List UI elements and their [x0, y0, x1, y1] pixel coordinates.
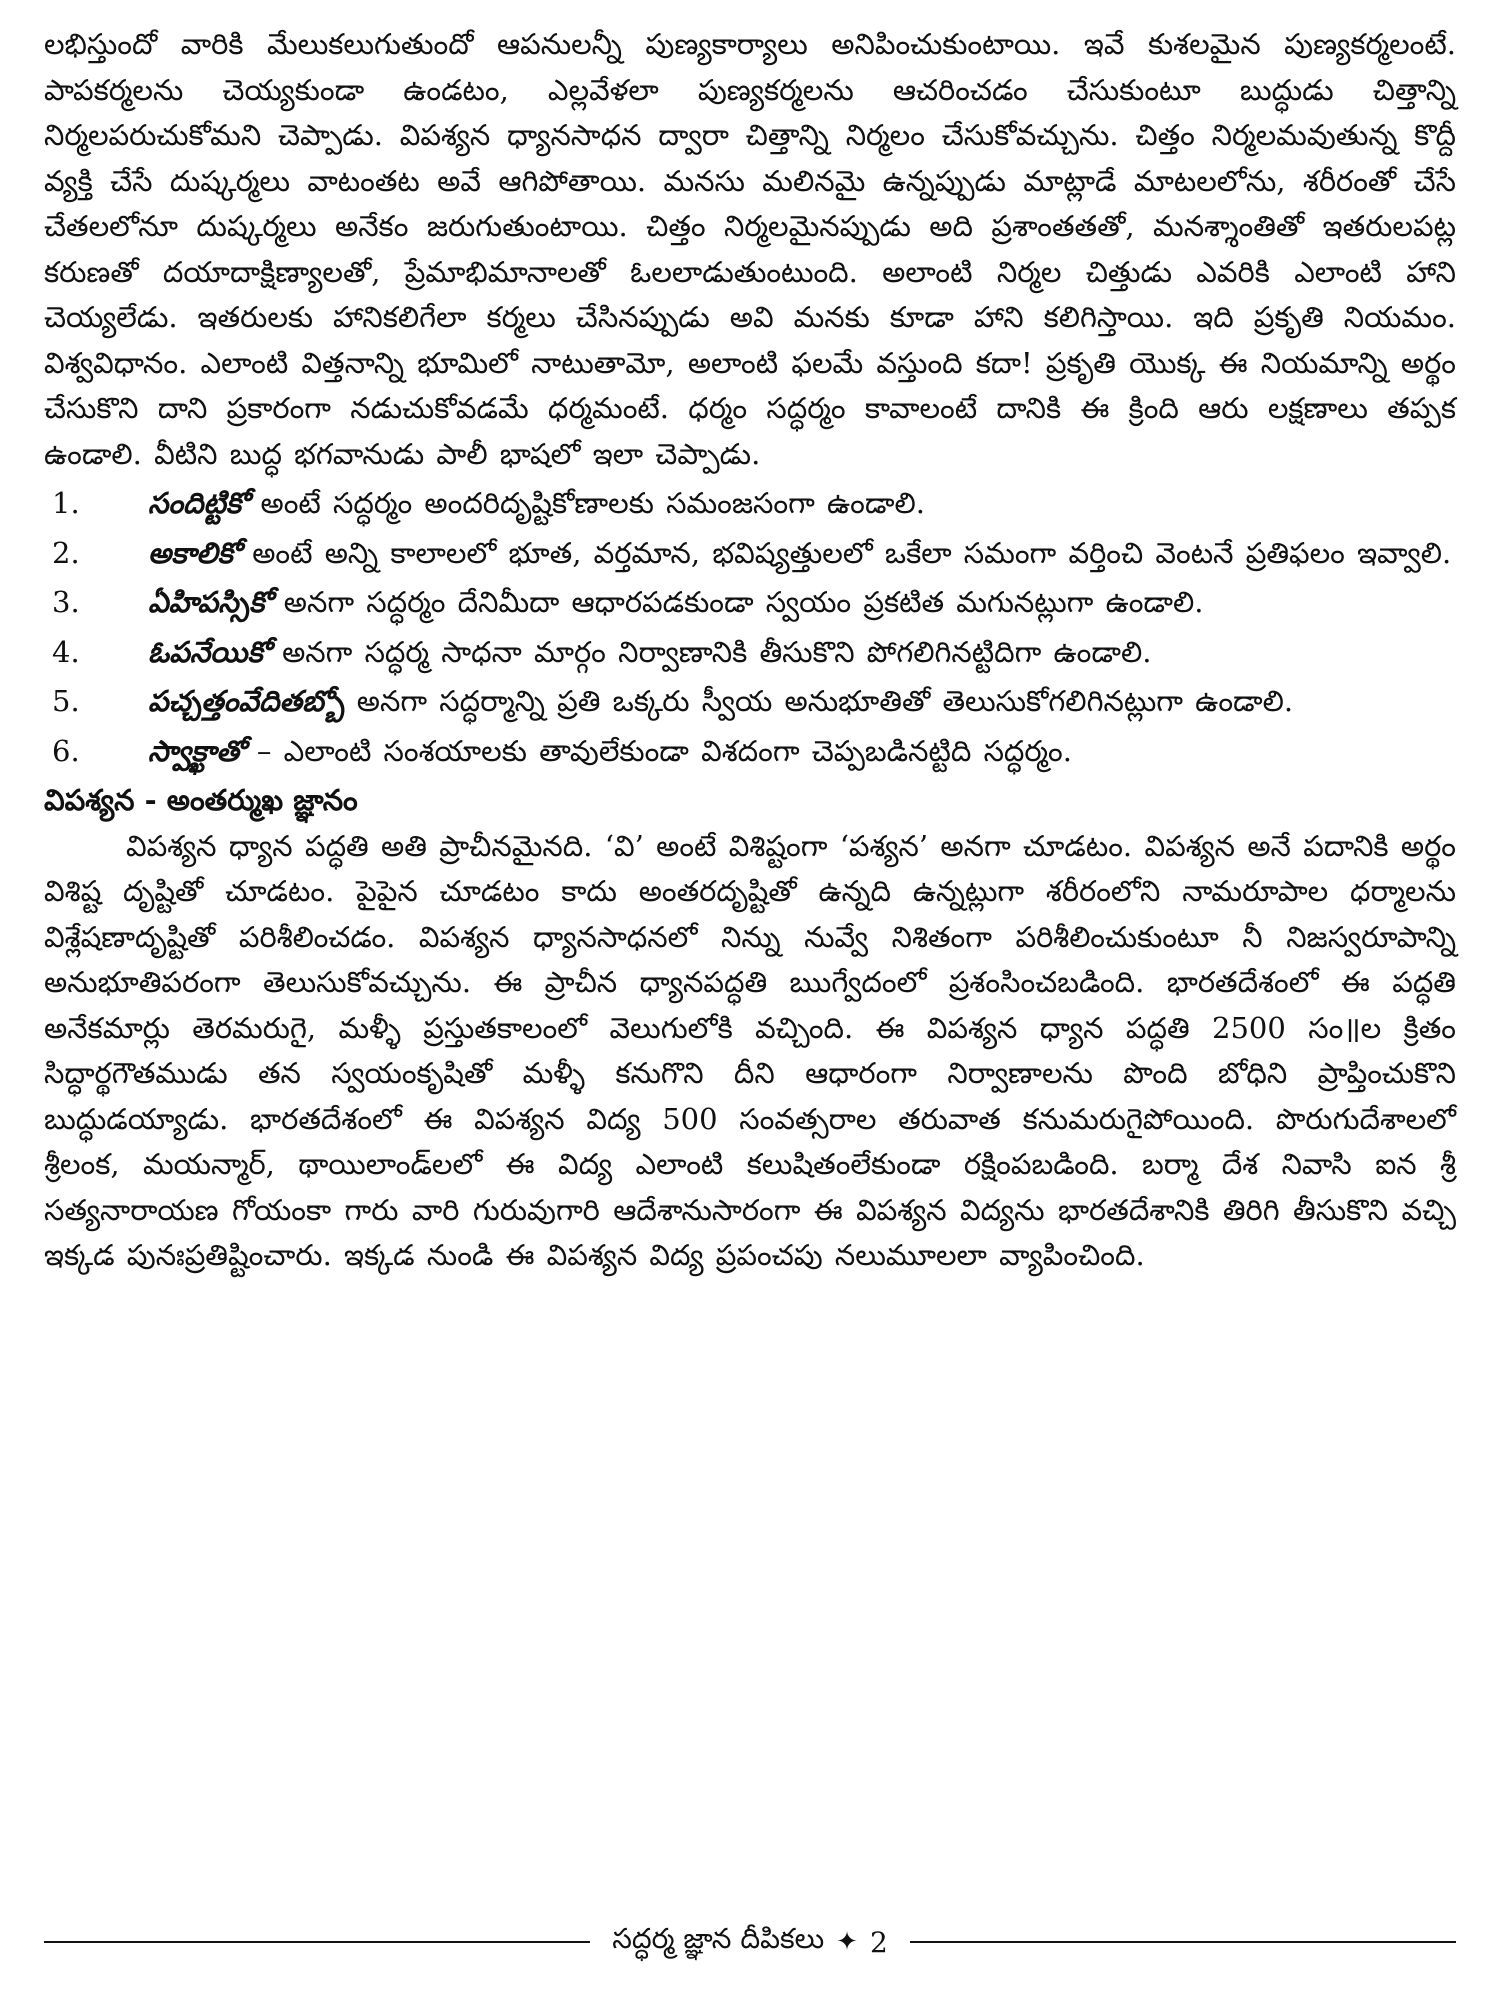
footer-rule-left [44, 1941, 590, 1943]
list-item [44, 531, 1456, 577]
list-text [148, 679, 1456, 725]
footer-rule-right [910, 1941, 1456, 1943]
list-number: 1. [52, 486, 80, 520]
intro-paragraph: లభిస్తుందో వారికి మేలుకలుగుతుందో ఆపనులన్నీ పుణ్యకార్యాలు అనిపించుకుంటాయి. ఇవే కుశలమైన పుణ్యకర్మలంటే. పాపకర్మలను చెయ్యకుండా ఉండటం, ఎల్లవేళలా పుణ్యకర్మలను ఆచరించడం చేసుకుంటూ బుద్ధుడు చిత్తాన్ని నిర్మలపరుచుకోమని చెప్పాడు. విపశ్యన ధ్యానసాధన ద్వారా చిత్తాన్ని నిర్మలం చేసుకోవచ్చును. చిత్తం నిర్మలమవుతున్న కొద్దీ వ్యక్తి చేసే దుష్కర్మలు వాటంతట అవే ఆగిపోతాయి. మనసు మలినమై ఉన్నప్పుడు మాట్లాడే మాటలలోను, శరీరంతో చేసే చేతలలోనూ దుష్కర్మలు అనేకం జరుగుతుంటాయి. చిత్తం నిర్మలమైనప్పుడు అది ప్రశాంతతతో, మనశ్శాంతితో ఇతరులపట్ల కరుణతో దయాదాక్షిణ్యాలతో, ప్రేమాభిమానాలతో ఓలలాడుతుంటుంది. అలాంటి నిర్మల చిత్తుడు ఎవరికి ఎలాంటి హాని చెయ్యలేడు. ఇతరులకు హానికలిగేలా కర్మలు చేసినప్పుడు అవి మనకు కూడా హాని కలిగిస్తాయి. ఇది ప్రకృతి నియమం. విశ్వవిధానం. ఎలాంటి విత్తనాన్ని భూమిలో నాటుతామో, అలాంటి ఫలమే వస్తుంది కదా! ప్రకృతి యొక్క ఈ నియమాన్ని అర్థం చేసుకొని దాని ప్రకారంగా నడుచుకోవడమే ధర్మమంటే. ధర్మం సద్ధర్మం కావాలంటే దానికి ఈ క్రింది ఆరు లక్షణాలు తప్పక ఉండాలి. వీటిని బుద్ధ భగవానుడు పాలీ భాషలో ఇలా చెప్పాడు. [44, 27, 1456, 471]
term-explanation: – ఎలాంటి సంశయాలకు తావులేకుండా విశదంగా చెప్పబడినట్టిది సద్ధర్మం. [244, 733, 1072, 768]
pali-term: స్వాక్ఖాతో [148, 733, 245, 768]
term-explanation: అంటే సద్ధర్మం అందరిదృష్టికోణాలకు సమంజసంగా ఉండాలి. [248, 486, 925, 520]
list-item [44, 630, 1456, 676]
page-number: 2 [869, 1925, 888, 1959]
list-number: 6. [52, 733, 80, 768]
term-explanation: అనగా సద్ధర్మాన్ని ప్రతి ఒక్కరు స్వీయ అనుభూతితో తెలుసుకోగలిగినట్లుగా ఉండాలి. [344, 684, 1294, 718]
list-number: 4. [52, 634, 80, 669]
page-footer [44, 1920, 1456, 1964]
list-item [44, 729, 1456, 775]
list-item [44, 679, 1456, 725]
list-text [148, 729, 1456, 775]
list-item [44, 481, 1456, 527]
pali-term: ఏహిపస్సికో [148, 585, 272, 619]
list-text [148, 580, 1456, 626]
pali-term: ఓపనేయికో [148, 634, 270, 669]
section-paragraph: విపశ్యన ధ్యాన పద్ధతి అతి ప్రాచీనమైనది. ‘వి’ అంటే విశిష్టంగా ‘పశ్యన’ అనగా చూడటం. విపశ్యన అనే పదానికి అర్థం విశిష్ట దృష్టితో చూడటం. పైపైన చూడటం కాదు అంతరదృష్టితో ఉన్నది ఉన్నట్లుగా శరీరంలోని నామరూపాల ధర్మాలను విశ్లేషణాదృష్టితో పరిశీలించడం. విపశ్యన ధ్యానసాధనలో నిన్ను నువ్వే నిశితంగా పరిశీలించుకుంటూ నీ నిజస్వరూపాన్ని అనుభూతిపరంగా తెలుసుకోవచ్చును. ఈ ప్రాచీన ధ్యానపద్ధతి ఋగ్వేదంలో ప్రశంసించబడింది. భారతదేశంలో ఈ పద్ధతి అనేకమార్లు తెరమరుగై, మళ్ళీ ప్రస్తుతకాలంలో వెలుగులోకి వచ్చింది. ఈ విపశ్యన ధ్యాన పద్ధతి 2500 సం॥ల క్రితం సిద్ధార్థగౌతముడు తన స్వయంకృషితో మళ్ళీ కనుగొని దీని ఆధారంగా నిర్వాణాలను పొంది బోధిని ప్రాప్తించుకొని బుద్ధుడయ్యాడు. భారతదేశంలో ఈ విపశ్యన విద్య 500 సంవత్సరాల తరువాత కనుమరుగైపోయింది. పొరుగుదేశాలలో శ్రీలంక, మయన్మార్, థాయిలాండ్‌లలో ఈ విద్య ఎలాంటి కలుషితంలేకుండా రక్షింపబడింది. బర్మా దేశ నివాసి ఐన శ్రీ సత్యనారాయణ గోయంకా గారు వారి గురువుగారి ఆదేశానుసారంగా ఈ విపశ్యన విద్యను భారతదేశానికి తిరిగి తీసుకొని వచ్చి ఇక్కడ పునఃప్రతిష్టించారు. ఇక్కడ నుండి ఈ విపశ్యన విద్య ప్రపంచపు నలుమూలలా వ్యాపించింది. [44, 828, 1456, 1272]
list-text [148, 481, 1456, 527]
list-text [148, 630, 1456, 676]
page-body [44, 22, 1456, 1279]
term-explanation: అనగా సద్ధర్మం దేనిమీదా ఆధారపడకుండా స్వయం ప్రకటిత మగునట్లుగా ఉండాలి. [271, 585, 1204, 619]
section-heading: విపశ్యన - అంతర్ముఖ జ్ఞానం [44, 783, 358, 817]
list-text [148, 531, 1456, 577]
list-number: 2. [52, 535, 80, 570]
footer-label [590, 1922, 910, 1962]
list-number: 5. [52, 684, 80, 718]
book-title: సద్ధర్మ జ్ఞాన దీపికలు [612, 1922, 825, 1955]
term-explanation: అనగా సద్ధర్మ సాధనా మార్గం నిర్వాణానికి తీసుకొని పోగలిగినట్టిదిగా ఉండాలి. [269, 634, 1152, 669]
pali-term: సందిట్టికో [148, 486, 249, 520]
pali-term: పచ్చత్తంవేదితబ్బో [148, 684, 345, 718]
pali-term: అకాలికో [148, 535, 240, 570]
star-ornament-icon: ✦ [836, 1927, 858, 1957]
list-item [44, 580, 1456, 626]
qualities-list [44, 481, 1456, 774]
term-explanation: అంటే అన్ని కాలాలలో భూత, వర్తమాన, భవిష్యత్తులలో ఒకేలా సమంగా వర్తించి వెంటనే ప్రతిఫలం ఇవ్వాలి. [240, 535, 1452, 570]
list-number: 3. [52, 585, 80, 619]
